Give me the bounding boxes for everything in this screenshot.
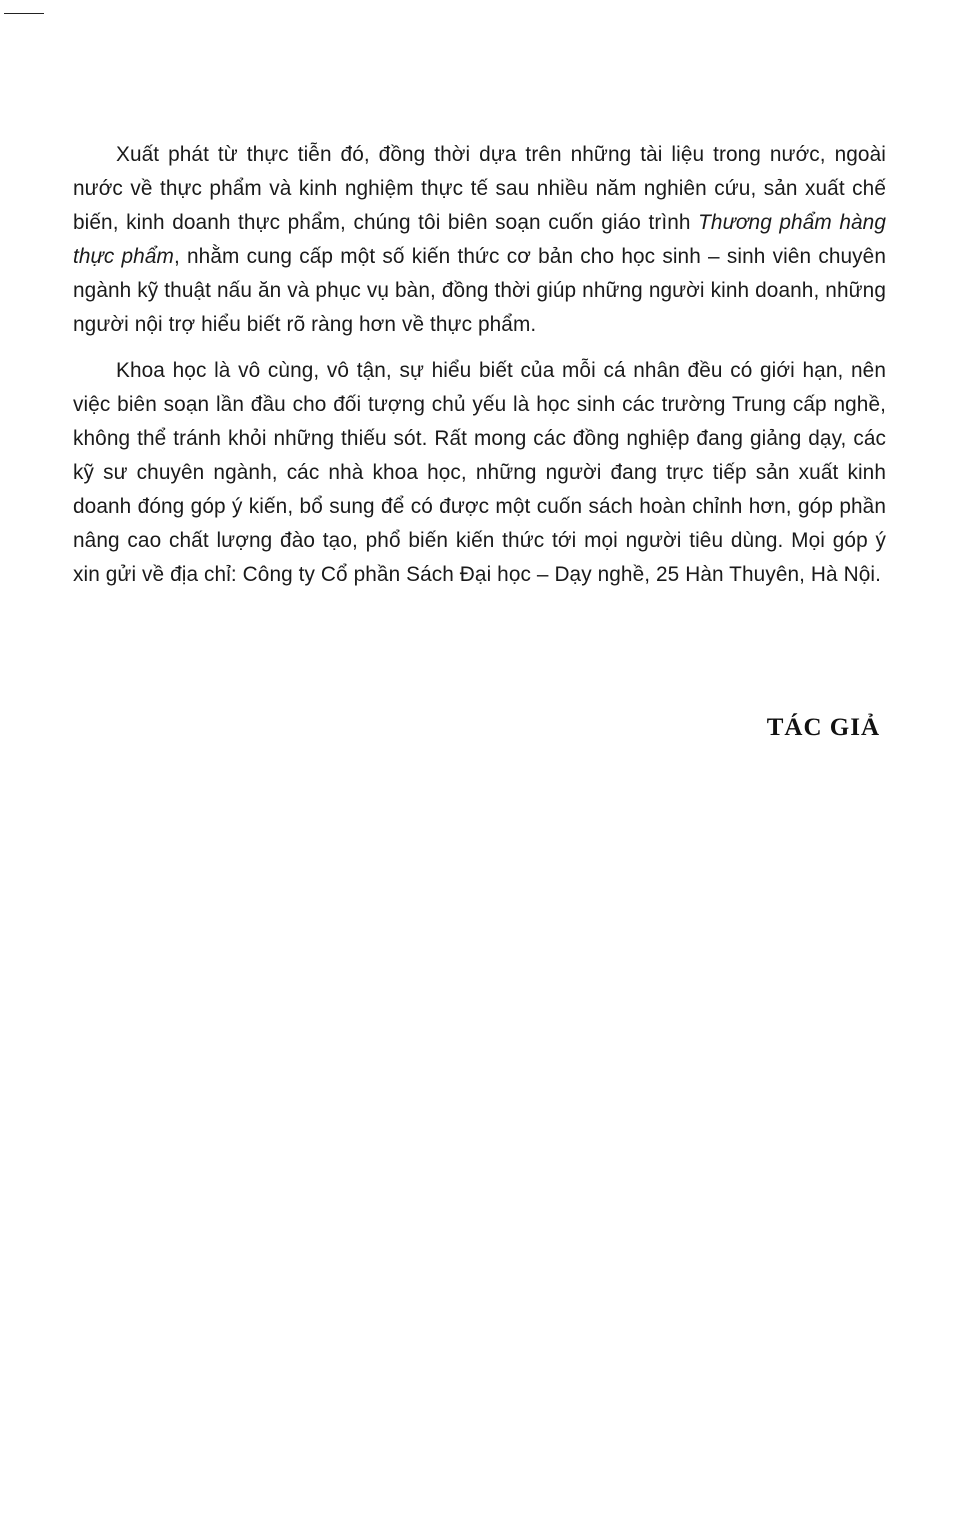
preface-body [73,138,886,604]
top-rule [4,13,44,14]
preface-paragraph-1 [73,138,886,342]
book-title: Thương phẩm hàng thực phẩm [73,211,886,268]
paragraph-1-text-before: Xuất phát từ thực tiễn đó, đồng thời dựa trên những tài liệu trong nước, ngoài nước về thực phẩm và kinh nghiệm thực tế sau nhiều năm nghiên cứu, sản xuất chế biến, kinh doanh thực phẩm, chúng tôi biên soạn cuốn giáo trình [73,143,886,234]
paragraph-1-text-after: , nhằm cung cấp một số kiến thức cơ bản cho học sinh – sinh viên chuyên ngành kỹ thuật nấu ăn và phục vụ bàn, đồng thời giúp những người kinh doanh, những người nội trợ hiểu biết rõ ràng hơn về thực phẩm. [73,245,887,336]
preface-paragraph-2 [73,354,886,592]
paragraph-2-text: Khoa học là vô cùng, vô tận, sự hiểu biết của mỗi cá nhân đều có giới hạn, nên việc biên soạn lần đầu cho đối tượng chủ yếu là học sinh các trường Trung cấp nghề, không thể tránh khỏi những thiếu sót. Rất mong các đồng nghiệp đang giảng dạy, các kỹ sư chuyên ngành, các nhà khoa học, những người đang trực tiếp sản xuất kinh doanh đóng góp ý kiến, bổ sung để có được một cuốn sách hoàn chỉnh hơn, góp phần nâng cao chất lượng đào tạo, phổ biến kiến thức tới mọi người tiêu dùng. Mọi góp ý xin gửi về địa chỉ: Công ty Cổ phần Sách Đại học – Dạy nghề, 25 Hàn Thuyên, Hà Nội. [73,359,886,586]
author-signature: TÁC GIẢ [766,714,880,741]
